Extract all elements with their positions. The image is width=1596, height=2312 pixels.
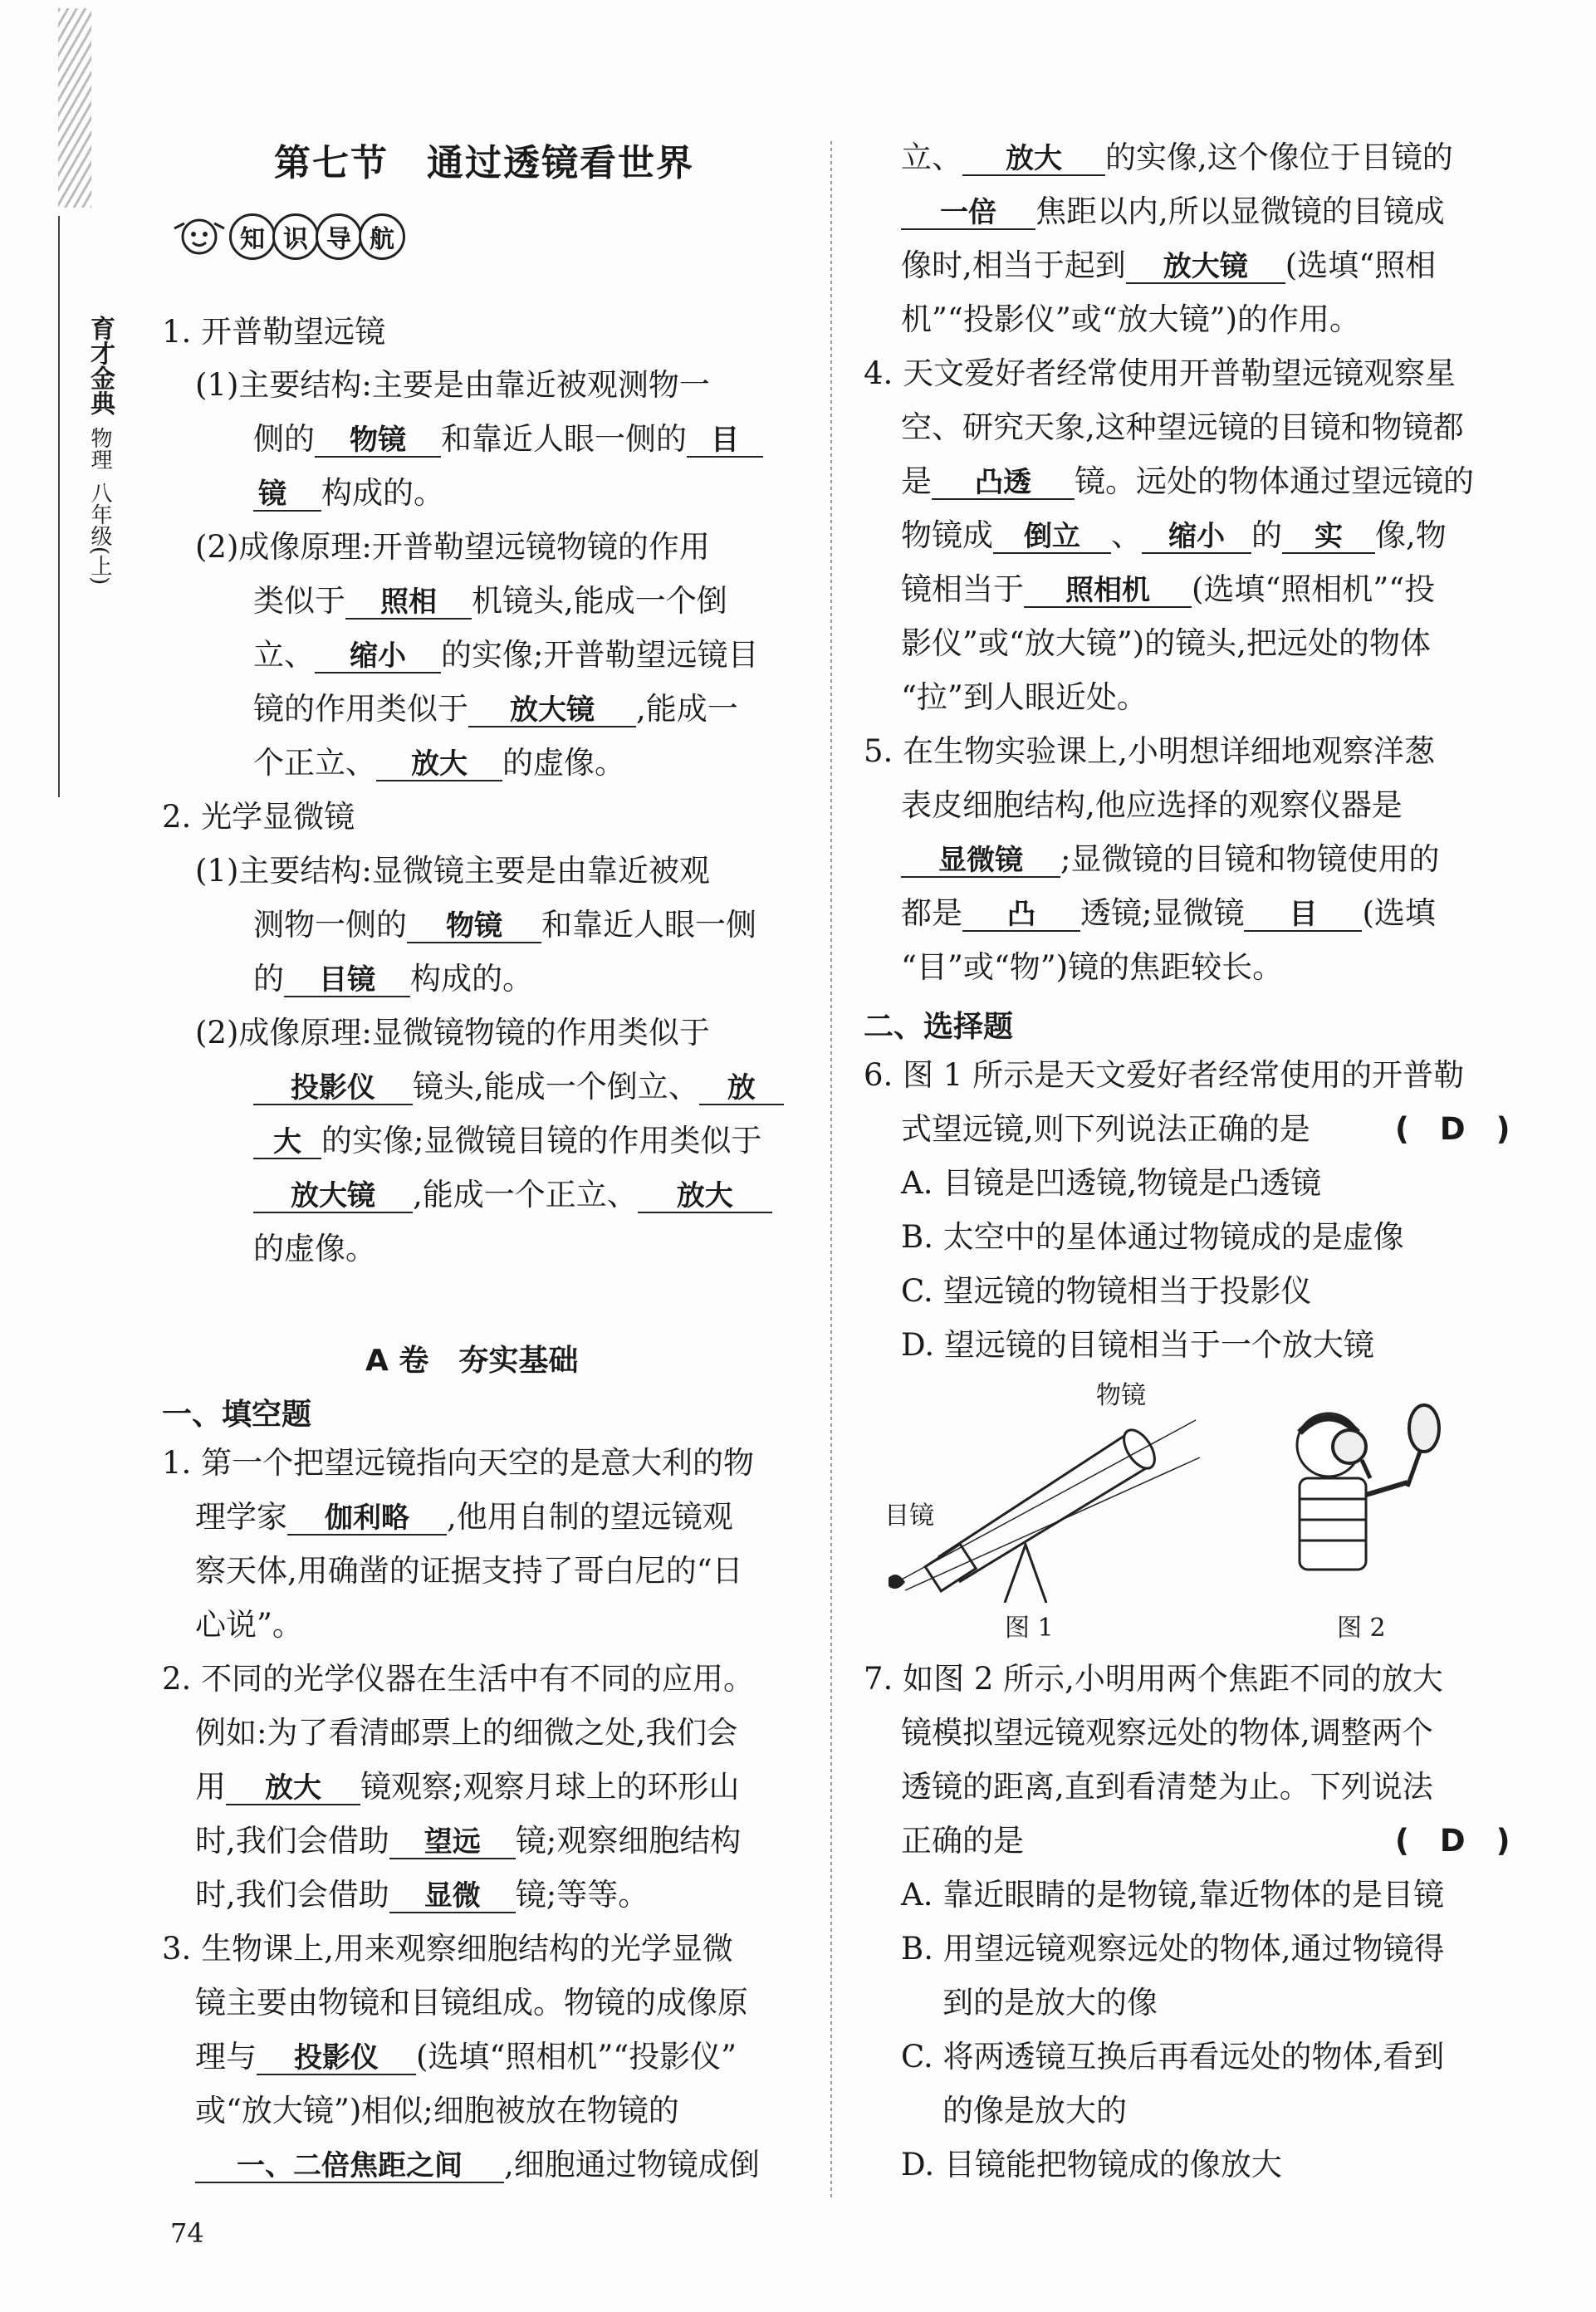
kn-line: 个正立、 放大 的虚像。: [253, 745, 625, 781]
fill-heading: 一、填空题: [162, 1398, 312, 1432]
badge-char: 知: [229, 213, 276, 260]
q5-line: 显微镜 ;显微镜的目镜和物镜使用的: [901, 841, 1439, 878]
answer-blank: 放大镜: [468, 694, 636, 727]
kn-line: 测物一侧的 物镜 和靠近人眼一侧: [253, 907, 756, 943]
q2-line: 时,我们会借助 望远 镜;观察细胞结构: [195, 1823, 742, 1859]
q1-line: 心说”。: [195, 1607, 303, 1643]
q2-line: 用 放大 镜观察;观察月球上的环形山: [195, 1769, 740, 1805]
q5-line: 表皮细胞结构,他应选择的观察仪器是: [901, 787, 1403, 823]
q5-line: 都是 凸 透镜;显微镜 目 (选填: [901, 895, 1436, 931]
kn-line: (2)成像原理:显微镜物镜的作用类似于: [195, 1015, 710, 1051]
q7-line: 透镜的距离,直到看清楚为止。下列说法: [901, 1769, 1433, 1805]
kn-line: (1)主要结构:主要是由靠近被观测物一: [195, 367, 710, 403]
answer-blank: 放大: [638, 1180, 772, 1213]
side-rule: [58, 216, 60, 797]
q3-line: 或“放大镜”)相似;细胞被放在物镜的: [195, 2093, 679, 2128]
page-title: 第七节 通过透镜看世界: [274, 142, 694, 184]
q3-line: 3. 生物课上,用来观察细胞结构的光学显微: [162, 1931, 733, 1967]
badge-char: 导: [316, 213, 362, 260]
q3-line: 立、 放大 的实像,这个像位于目镜的: [901, 140, 1453, 175]
q6-line: 式望远镜,则下列说法正确的是: [901, 1111, 1310, 1147]
answer-blank: 目镜: [284, 964, 410, 997]
q3-line: 一、二倍焦距之间 ,细胞通过物镜成倒: [195, 2147, 760, 2183]
answer-blank: 望远: [389, 1826, 516, 1859]
badge-char: 识: [272, 213, 319, 260]
answer-blank: 目: [1244, 899, 1362, 932]
q3-line: 机”“投影仪”或“放大镜”)的作用。: [901, 301, 1361, 337]
q6-answer: ( D ): [1395, 1111, 1510, 1147]
kn-line: 镜的作用类似于 放大镜 ,能成一: [253, 691, 738, 727]
q4-line: 影仪”或“放大镜”)的镜头,把远处的物体: [901, 625, 1431, 661]
q2-line: 时,我们会借助 显微 镜;等等。: [195, 1877, 649, 1913]
cartoon-icon: [166, 212, 233, 262]
kn-line: 大 的实像;显微镜目镜的作用类似于: [253, 1123, 761, 1159]
kn-line: 放大镜 ,能成一个正立、 放大: [253, 1177, 772, 1213]
q6-option: D. 望远镜的目镜相当于一个放大镜: [901, 1327, 1374, 1363]
kn-heading-1: 1. 开普勒望远镜: [162, 314, 386, 350]
q5-line: “目”或“物”)镜的焦距较长。: [901, 949, 1284, 985]
choice-heading: 二、选择题: [864, 1010, 1014, 1044]
answer-blank: 伽利略: [287, 1502, 447, 1536]
kn-line: 侧的 物镜 和靠近人眼一侧的 目: [253, 421, 763, 458]
knowledge-nav-badge: [166, 212, 405, 262]
q4-line: 镜相当于 照相机 (选填“照相机”“投: [901, 571, 1436, 607]
boy-magnifier-figure: [1262, 1395, 1461, 1586]
answer-blank: 显微: [389, 1880, 516, 1913]
answer-blank: 放大: [226, 1772, 360, 1805]
sidebar-tab: [83, 316, 116, 585]
answer-blank: 照相机: [1024, 575, 1192, 608]
q1-line: 理学家 伽利略 ,他用自制的望远镜观: [195, 1499, 733, 1535]
q1-line: 察天体,用确凿的证据支持了哥白尼的“日: [195, 1553, 743, 1589]
answer-blank: 投影仪: [257, 2042, 416, 2075]
q6-line: 6. 图 1 所示是天文爱好者经常使用的开普勒: [864, 1057, 1465, 1093]
q2-line: 2. 不同的光学仪器在生活中有不同的应用。: [162, 1661, 755, 1697]
decorative-stripes: [58, 8, 91, 208]
q3-line: 镜主要由物镜和目镜组成。物镜的成像原: [195, 1985, 748, 2021]
kn-line: 的虚像。: [253, 1231, 376, 1266]
figure-2-caption: 图 2: [1337, 1614, 1386, 1643]
q7-option: 的像是放大的: [942, 2093, 1127, 2128]
q7-option: C. 将两透镜互换后再看远处的物体,看到: [901, 2039, 1445, 2074]
answer-blank: 镜: [253, 478, 321, 512]
answer-blank: 投影仪: [253, 1072, 413, 1105]
section-a-heading: A 卷 夯实基础: [365, 1344, 579, 1378]
answer-blank: 放大: [376, 748, 502, 781]
answer-blank: 一倍: [901, 197, 1035, 230]
q7-line: 镜模拟望远镜观察远处的物体,调整两个: [901, 1715, 1433, 1751]
q7-answer: ( D ): [1395, 1823, 1510, 1859]
telescope-figure: [880, 1379, 1212, 1603]
q5-line: 5. 在生物实验课上,小明想详细地观察洋葱: [864, 733, 1435, 769]
answer-blank: 照相: [345, 586, 472, 620]
q4-line: 是 凸透 镜。远处的物体通过望远镜的: [901, 463, 1474, 499]
q1-line: 1. 第一个把望远镜指向天空的是意大利的物: [162, 1445, 755, 1481]
answer-blank: 凸: [962, 899, 1080, 932]
q2-line: 例如:为了看清邮票上的细微之处,我们会: [195, 1715, 738, 1751]
answer-blank: 实: [1282, 521, 1375, 554]
q7-option: 到的是放大的像: [942, 1985, 1158, 2021]
page-number: 74: [170, 2217, 204, 2249]
q7-line: 7. 如图 2 所示,小明用两个焦距不同的放大: [864, 1661, 1443, 1697]
q4-line: “拉”到人眼近处。: [901, 679, 1148, 715]
kn-line: 类似于 照相 机镜头,能成一个倒: [253, 583, 727, 619]
kn-line: 的 目镜 构成的。: [253, 961, 533, 997]
grade-label: 八年级(上): [87, 482, 112, 585]
q6-option: B. 太空中的星体通过物镜成的是虚像: [901, 1219, 1404, 1255]
q3-line: 一倍 焦距以内,所以显微镜的目镜成: [901, 193, 1445, 230]
answer-blank: 倒立: [993, 521, 1111, 554]
figure-1-caption: 图 1: [1005, 1614, 1054, 1643]
answer-blank: 物镜: [315, 424, 441, 458]
kn-line: 镜 构成的。: [253, 475, 444, 512]
answer-blank: 显微镜: [901, 845, 1060, 878]
objective-label: 物镜: [1096, 1381, 1146, 1410]
kn-line: (1)主要结构:显微镜主要是由靠近被观: [195, 853, 710, 889]
kn-line: 立、 缩小 的实像;开普勒望远镜目: [253, 637, 759, 673]
answer-blank: 放大镜: [1126, 251, 1285, 284]
answer-blank: 放: [699, 1072, 784, 1105]
answer-blank: 放大镜: [253, 1180, 413, 1213]
answer-blank: 缩小: [315, 640, 441, 674]
answer-blank: 一、二倍焦距之间: [195, 2150, 504, 2183]
subject-label: 物理: [87, 427, 112, 470]
answer-blank: 凸透: [932, 467, 1075, 500]
q7-option: A. 靠近眼睛的是物镜,靠近物体的是目镜: [901, 1877, 1445, 1913]
q6-option: A. 目镜是凹透镜,物镜是凸透镜: [901, 1165, 1322, 1201]
kn-line: 投影仪 镜头,能成一个倒立、 放: [253, 1069, 784, 1105]
q6-option: C. 望远镜的物镜相当于投影仪: [901, 1273, 1312, 1309]
q4-line: 4. 天文爱好者经常使用开普勒望远镜观察星: [864, 355, 1456, 391]
answer-blank: 放大: [962, 143, 1105, 176]
answer-blank: 缩小: [1142, 521, 1251, 554]
q7-line: 正确的是: [901, 1823, 1024, 1859]
q3-line: 理与 投影仪 (选填“照相机”“投影仪”: [195, 2039, 737, 2074]
answer-blank: 大: [253, 1126, 321, 1159]
column-divider: [830, 141, 832, 2201]
answer-blank: 物镜: [407, 910, 541, 943]
q4-line: 空、研究天象,这种望远镜的目镜和物镜都: [901, 409, 1464, 445]
kn-line: (2)成像原理:开普勒望远镜物镜的作用: [195, 529, 710, 565]
badge-char: 航: [359, 213, 405, 260]
q7-option: D. 目镜能把物镜成的像放大: [901, 2147, 1282, 2182]
eyepiece-label: 目镜: [884, 1501, 934, 1531]
q7-option: B. 用望远镜观察远处的物体,通过物镜得: [901, 1931, 1445, 1967]
kn-heading-2: 2. 光学显微镜: [162, 799, 355, 835]
series-name: 育才金典: [86, 316, 115, 415]
q4-line: 物镜成 倒立 、 缩小 的 实 像,物: [901, 517, 1447, 553]
q3-line: 像时,相当于起到 放大镜 (选填“照相: [901, 247, 1437, 283]
answer-blank: 目: [687, 424, 763, 458]
